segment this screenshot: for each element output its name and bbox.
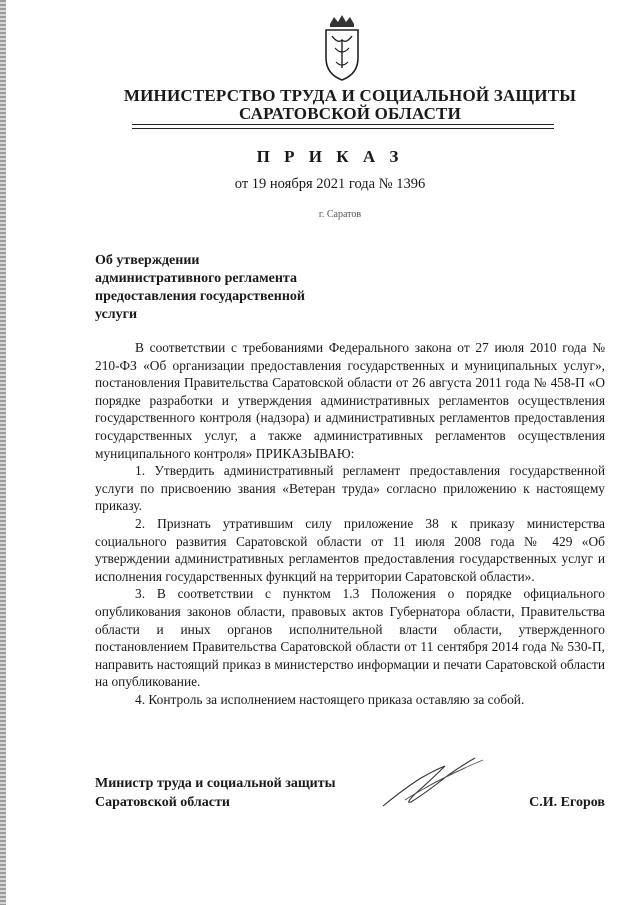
signature-block (95, 774, 605, 812)
signatory-title-line: Министр труда и социальной защиты (95, 776, 336, 791)
header-rule (132, 124, 554, 125)
subject-line: услуги (95, 307, 138, 322)
subject-line: Об утверждении (95, 253, 200, 268)
order-subject (95, 252, 355, 324)
preamble-paragraph: В соответствии с требованиями Федерального закона от 27 июля 2010 года № 210-ФЗ «Об организации предоставления государственных и муниципальных услуг», постановления Правительства Саратовской области от 26 августа 2011 года № 458-П «О порядке разработки и утверждения административных регламентов осуществления государственного контроля (надзора) и административных регламентов предоставления государственных услуг, а также административных регламентов осуществления муниципального контроля» ПРИКАЗЫВАЮ: (95, 340, 605, 461)
order-item-4: 4. Контроль за исполнением настоящего приказа оставляю за собой. (135, 691, 525, 707)
signatory-title-line: Саратовской области (95, 795, 230, 810)
order-city: г. Саратов (318, 209, 362, 220)
subject-line: административного регламента (95, 271, 297, 286)
scan-edge (0, 0, 6, 905)
document-title: П Р И К А З (256, 147, 404, 166)
order-item-2: 2. Признать утратившим силу приложение 38 к приказу министерства социального развития Саратовской области от 11 июля 2008 года № 429 «Об утверждении административных регламентов предоставления государственных услуг и исполнения государственных функций на территории Саратовской области». (95, 515, 605, 584)
ministry-name-line1: МИНИСТЕРСТВО ТРУДА И СОЦИАЛЬНОЙ ЗАЩИТЫ (123, 86, 577, 105)
subject-line: предоставления государственной (95, 289, 305, 304)
order-item-1: 1. Утвердить административный регламент предоставления государственной услуги по присвоению звания «Ветеран труда» согласно приложению к настоящему приказу. (95, 463, 605, 514)
order-body (95, 339, 605, 708)
order-date-number: от 19 ноября 2021 года № 1396 (234, 176, 426, 192)
coat-of-arms-icon (322, 14, 362, 82)
ministry-name-line2: САРАТОВСКОЙ ОБЛАСТИ (238, 104, 462, 123)
order-item-3: 3. В соответствии с пунктом 1.3 Положения о порядке официального опубликования законов области, правовых актов Губернатора области, Правительства области и иных органов исполнительной власти области, утвержденного постановлением Правительства Саратовской области от 11 сентября 2014 года № 530-П, направить настоящий приказ в министерство информации и печати Саратовской области на опубликование. (95, 586, 605, 690)
signatory-name: С.И. Егоров (529, 795, 605, 810)
header-rule (132, 128, 554, 129)
